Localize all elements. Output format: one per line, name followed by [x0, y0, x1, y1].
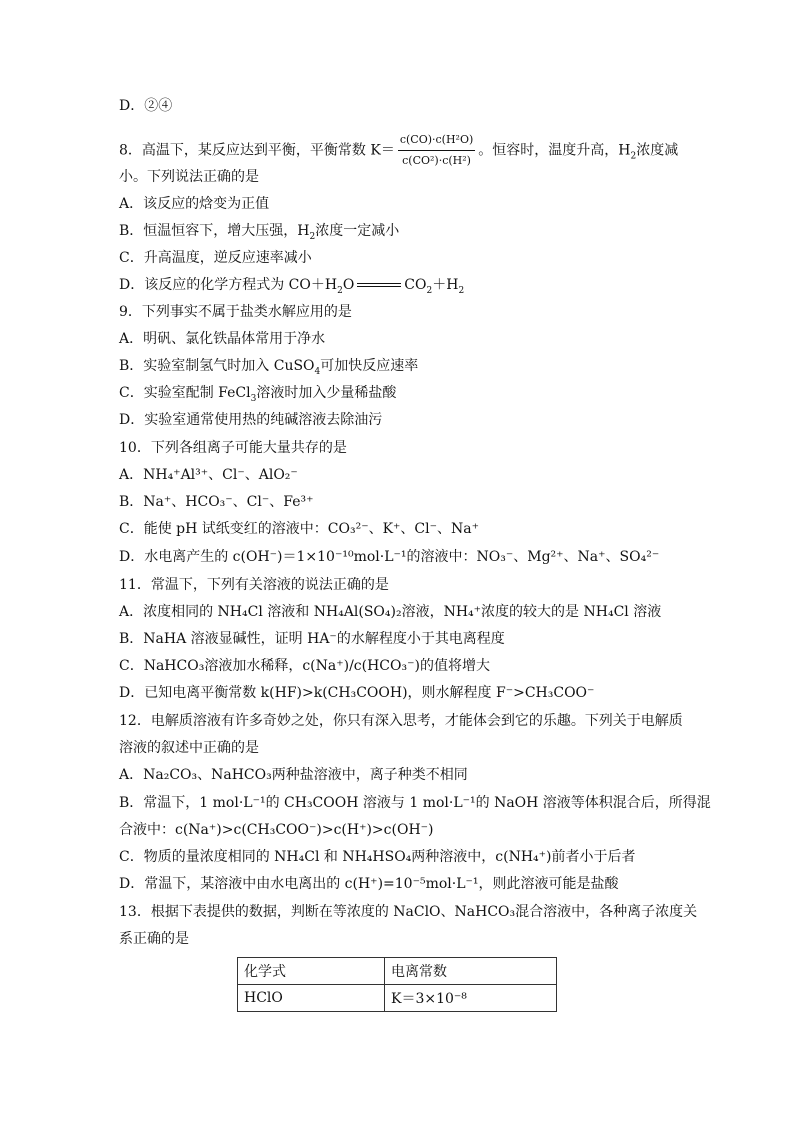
question-12-option-b: B．常温下，1 mol·L⁻¹的 CH₃COOH 溶液与 1 mol·L⁻¹的 NaOH 溶液等体积混合后，所得混 — [119, 795, 711, 811]
question-10-option-a: A．NH₄⁺Al³⁺、Cl⁻、AlO₂⁻ — [119, 467, 298, 483]
question-13-stem: 13．根据下表提供的数据，判断在等浓度的 NaClO、NaHCO₃混合溶液中，各种离子浓度关 — [119, 904, 698, 920]
question-10-option-b: B．Na⁺、HCO₃⁻、Cl⁻、Fe³⁺ — [119, 494, 314, 510]
option-d-prev: D．②④ — [119, 98, 173, 114]
question-10-option-d: D．水电离产生的 c(OH⁻)＝1×10⁻¹⁰mol·L⁻¹的溶液中：NO₃⁻、Mg²⁺、Na⁺、SO₄²⁻ — [119, 549, 660, 565]
question-8-option-a: A．该反应的焓变为正值 — [119, 196, 270, 212]
question-8-option-b: B．恒温恒容下，增大压强，$H_2$浓度一定减小 — [119, 223, 400, 242]
question-9-option-b: B．实验室制氢气时加入 CuSO$_4$可加快反应速率 — [119, 358, 419, 377]
question-12-stem: 12．电解质溶液有许多奇妙之处，你只有深入思考，才能体会到它的乐趣。下列关于电解质 — [119, 713, 683, 729]
question-8-option-c: C．升高温度，逆反应速率减小 — [119, 250, 312, 266]
question-9-option-d: D．实验室通常使用热的纯碱溶液去除油污 — [119, 412, 383, 428]
question-8-stem-cont: 小。下列说法正确的是 — [119, 169, 259, 185]
question-11-option-c: C．NaHCO₃溶液加水稀释，c(Na⁺)/c(HCO₃⁻)的值将增大 — [119, 658, 490, 674]
equilibrium-arrow-icon — [357, 281, 401, 289]
table-cell: K＝3×10⁻⁸ — [385, 985, 557, 1012]
question-9-option-c: C．实验室配制 FeCl$_3$溶液时加入少量稀盐酸 — [119, 385, 397, 404]
question-9-stem: 9．下列事实不属于盐类水解应用的是 — [119, 304, 352, 320]
question-12-option-a: A．Na₂CO₃、NaHCO₃两种盐溶液中，离子种类不相同 — [119, 767, 468, 783]
question-9-option-a: A．明矾、氯化铁晶体常用于净水 — [119, 331, 326, 347]
question-11-stem: 11．常温下，下列有关溶液的说法正确的是 — [119, 577, 389, 593]
question-8-option-d: D．该反应的化学方程式为 $CO+H_2O$ $CO_2+H_2$ — [119, 277, 465, 296]
table-header-cell: 化学式 — [238, 958, 385, 985]
table-header-cell: 电离常数 — [385, 958, 557, 985]
question-11-option-b: B．NaHA 溶液显碱性，证明 HA⁻的水解程度小于其电离程度 — [119, 631, 505, 647]
table-cell: HClO — [238, 985, 385, 1012]
table-header-row — [238, 958, 557, 985]
question-12-option-d: D．常温下，某溶液中由水电离出的 c(H⁺)=10⁻⁵mol·L⁻¹，则此溶液可能是盐酸 — [119, 876, 619, 892]
question-13-stem-cont: 系正确的是 — [119, 931, 189, 947]
question-12-option-c: C．物质的量浓度相同的 NH₄Cl 和 NH₄HSO₄两种溶液中，c(NH₄⁺)前者小于后者 — [119, 849, 636, 865]
question-10-option-c: C．能使 pH 试纸变红的溶液中：CO₃²⁻、K⁺、Cl⁻、Na⁺ — [119, 521, 480, 537]
question-12-option-b-cont: 合液中：c(Na⁺)>c(CH₃COO⁻)>c(H⁺)>c(OH⁻) — [119, 822, 434, 838]
table-row — [238, 985, 557, 1012]
equilibrium-constant-fraction: $\frac{\text{c(CO)·c(H²O)}}{\text{c(CO²)·c(H²)}}$ — [399, 133, 474, 167]
question-8-stem: 8．高温下，某反应达到平衡，平衡常数 K＝ $\frac{\text{c(CO)·c(H²O)}}{\text{c(CO²)·c(H²)}}$ 。恒容时，温度升高，$H_2$浓度减 — [119, 131, 678, 170]
question-11-option-d: D．已知电离平衡常数 k(HF)>k(CH₃COOH)，则水解程度 F⁻>CH₃COO⁻ — [119, 685, 595, 701]
question-12-stem-cont: 溶液的叙述中正确的是 — [119, 740, 259, 756]
question-10-stem: 10．下列各组离子可能大量共存的是 — [119, 440, 347, 456]
question-11-option-a: A．浓度相同的 NH₄Cl 溶液和 NH₄Al(SO₄)₂溶液，NH₄⁺浓度的较大的是 NH₄Cl 溶液 — [119, 604, 662, 620]
ionization-constant-table — [237, 957, 557, 1012]
